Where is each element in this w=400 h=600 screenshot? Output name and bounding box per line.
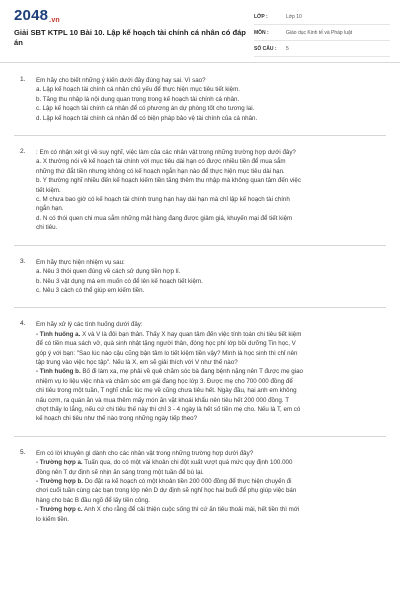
question-line: c. M chưa bao giờ có kế hoạch tài chính trung hạn hay dài hạn mà chỉ lập kế hoạch tài chính — [36, 196, 290, 204]
question-line: a. X thường nói về kế hoạch tài chính với mục tiêu dài hạn có được nhiều tiền để mua sắm — [36, 158, 286, 166]
question-line: - Trường hợp a. Tuấn qua, do có một vài khoản chi đột xuất vượt quá mức quy định 100.000 — [36, 459, 293, 467]
question-line: a. Lập kế hoạch tài chính cá nhân chủ yếu để thực hiện mục tiêu tiết kiệm. — [36, 86, 240, 94]
question-body — [36, 449, 376, 524]
question-line: hàng cho bác B đầu ngõ để lấy tiền công. — [36, 496, 150, 504]
question-2 — [0, 148, 400, 233]
meta-row-subject — [254, 25, 390, 41]
question-line: c. Nêu 3 cách có thể giúp em kiếm tiền. — [36, 286, 145, 294]
meta-table — [254, 9, 390, 57]
meta-row-count — [254, 41, 390, 57]
question-line: những thứ đắt tiền nhưng không có kế hoạch ngắn hạn nào để thực hiện mục tiêu dài hạn. — [36, 167, 285, 175]
question-line: nấu cơm, ra quán ăn và mua thêm mấy món ăn vặt khoái khẩu nên tiêu hết 200 000 đồng. T — [36, 396, 289, 404]
question-line: đồng nên T dự định sẽ nhịn ăn sáng trong một tuần để bù lại. — [36, 468, 204, 476]
question-line: b. Nêu 3 vật dụng mà em muốn có để lên kế hoạch tiết kiệm. — [36, 277, 203, 285]
question-4 — [0, 320, 400, 423]
section-divider — [14, 135, 386, 136]
question-body — [36, 148, 376, 233]
question-line: - Tình huống b. Bố đi làm xa, mẹ phải về quê chăm sóc bà đang bệnh nặng nên T được mẹ giao — [36, 368, 303, 376]
question-line: Em có lời khuyên gì dành cho các nhân vật trong những trường hợp dưới đây? — [36, 449, 254, 457]
page-title: Giải SBT KTPL 10 Bài 10. Lập kế hoạch tài chính cá nhân có đáp án — [14, 28, 246, 47]
meta-label: LỚP : — [254, 13, 268, 20]
meta-label: MÔN : — [254, 29, 269, 36]
question-1 — [0, 76, 400, 123]
question-line: chợt thấy lo lắng, nếu cứ chi tiêu thế này thì chỉ 3 - 4 ngày là hết số tiền mẹ cho. Nếu là T, em có — [36, 405, 301, 413]
section-divider — [14, 245, 386, 246]
question-number: 2. — [20, 148, 26, 156]
question-line: Em hãy thực hiện nhiệm vụ sau: — [36, 258, 125, 266]
question-number: 5. — [20, 448, 26, 456]
question-5 — [0, 449, 400, 524]
question-body — [36, 258, 376, 296]
question-body — [36, 76, 376, 123]
meta-value: Giáo dục Kinh tế và Pháp luật — [286, 29, 353, 36]
question-line: chi tiêu. — [36, 224, 58, 232]
question-line: lo kiếm tiền. — [36, 515, 70, 523]
meta-value: 5 — [286, 45, 289, 52]
question-line: để có tiền mua sách vở, quà sinh nhật tặng người thân, đóng học phí lớp bồi dưỡng Tin học, V — [36, 340, 296, 348]
question-line: b. Y thường nghĩ nhiều đến kế hoạch kiếm tiền tăng thêm thu nhập mà không quan tâm đến việc — [36, 177, 301, 185]
question-list — [0, 76, 400, 524]
question-line: d. N có thói quen chi mua sắm những mặt hàng đang được giảm giá, khuyến mại để tiết kiệm — [36, 214, 293, 222]
section-divider — [14, 307, 386, 308]
question-3 — [0, 258, 400, 296]
question-line: chi tiêu trong một tuần, T nghĩ chắc lúc mẹ về cũng chưa tiêu hết. Ngày đầu, hai anh em không — [36, 387, 297, 395]
question-line: ngắn hạn. — [36, 205, 64, 213]
question-line: - Tình huống a. X và V là đôi bạn thân. Thấy X hay quan tâm đến việc tính toán chi tiêu tiết kiệm — [36, 330, 302, 338]
question-line: c. Lập kế hoạch tài chính cá nhân để có phương án dự phòng tốt cho tương lai. — [36, 105, 255, 113]
question-line: d. Lập kế hoạch tài chính cá nhân để có biện pháp bảo vệ tài chính của cá nhân. — [36, 114, 258, 122]
question-line: : Em có nhận xét gì về suy nghĩ, việc làm của các nhân vật trong những trường hợp dưới đây? — [36, 149, 296, 157]
question-number: 4. — [20, 320, 26, 328]
question-line: kế hoạch chi tiêu như thế nào trong những ngày tiếp theo? — [36, 415, 198, 423]
question-line: tiết kiệm. — [36, 186, 61, 194]
meta-row-class — [254, 9, 390, 25]
question-line: chơi cuối tuần cùng các bạn trong lớp nên D dự định sẽ nghỉ học hai buổi để phụ giúp việc bán — [36, 487, 297, 495]
question-line: - Trường hợp b. Do đặt ra kế hoạch có một khoản tiền 200 000 đồng để thực hiện chuyến đi — [36, 478, 292, 485]
site-logo[interactable]: 2048.vn — [14, 7, 60, 24]
question-line: góp ý với bạn: "Sao lúc nào cậu cũng bận tâm lo tiết kiệm tiền vậy? Mình là học sinh thì chỉ nên — [36, 349, 298, 357]
question-line: tập trung vào việc học tập". Nếu là X, em sẽ giải thích với V như thế nào? — [36, 358, 238, 366]
question-body — [36, 320, 376, 423]
question-line: nhiệm vụ lo liệu việc nhà và chăm sóc em gái đang học lớp 3. Được mẹ cho 700 000 đồng để — [36, 377, 293, 385]
meta-value: Lớp 10 — [286, 13, 302, 20]
question-number: 3. — [20, 257, 26, 265]
question-line: a. Nêu 3 thói quen đúng về cách sử dụng tiền hợp lí. — [36, 268, 181, 276]
question-line: Em hãy xử lý các tình huống dưới đây: — [36, 321, 143, 329]
question-line: - Trường hợp c. Anh X cho rằng để cải thiện cuộc sống thì cứ ăn tiêu thoải mái, hết tiền thì mới — [36, 506, 300, 514]
page-header — [0, 0, 400, 63]
section-divider — [14, 436, 386, 437]
question-line: Em hãy cho biết những ý kiến dưới đây đúng hay sai. Vì sao? — [36, 77, 206, 84]
question-line: b. Tăng thu nhập là nội dung quan trọng trong kế hoạch tài chính cá nhân. — [36, 95, 240, 103]
question-number: 1. — [20, 76, 26, 83]
meta-label: SỐ CÂU : — [254, 45, 277, 52]
